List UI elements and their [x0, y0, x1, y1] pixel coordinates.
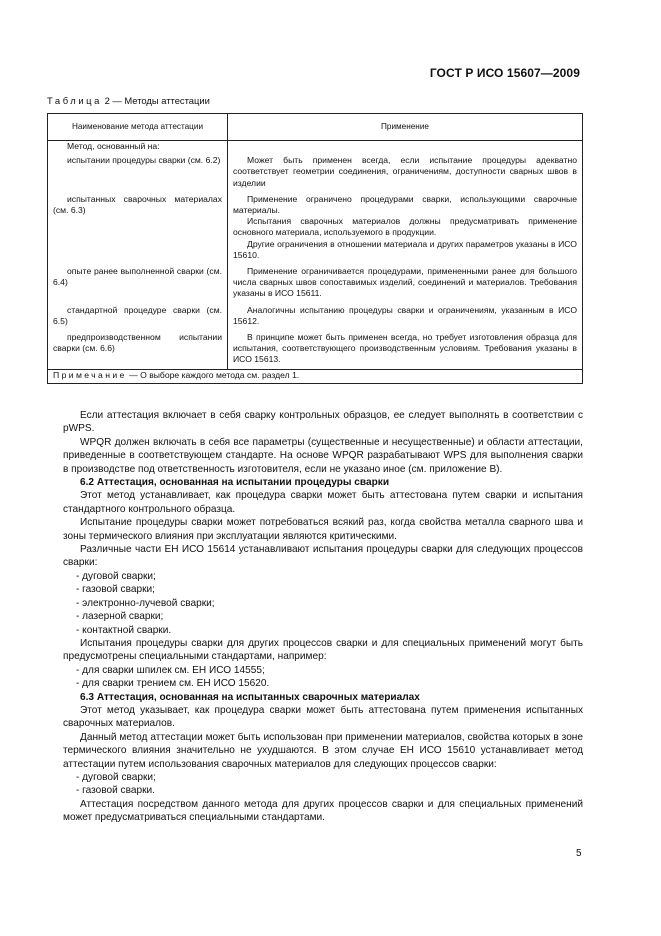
method-name: опыте ранее выполненной сварки (см. 6.4) [53, 266, 222, 288]
table-row-intro [48, 141, 583, 153]
paragraph: Этот метод указывает, как процедура сварки может быть аттестована путем применения испытанных сварочных материалов. [63, 704, 583, 730]
column-header-application: Применение [228, 114, 583, 141]
table-row [48, 194, 583, 266]
table-caption-label: Таблица [47, 95, 102, 106]
list-item: - контактной сварки. [76, 624, 172, 636]
list-item: - дуговой сварки; [76, 570, 156, 582]
paragraph: Испытания процедуры сварки для других процессов сварки и для специальных применений могут быть предусмотрены специальными стандартами, например: [63, 637, 583, 663]
body-text [63, 409, 583, 825]
section-heading-6-2: 6.2 Аттестация, основанная на испытании процедуры сварки [80, 477, 390, 489]
method-application: Испытания сварочных материалов должны предусматривать применение основного материала, используемого в продукции. [233, 216, 577, 238]
paragraph: Аттестация посредством данного метода для других процессов сварки и для специальных применений может предусматриваться специальными стандартами. [63, 798, 583, 824]
paragraph: Испытание процедуры сварки может потребоваться всякий раз, когда свойства металла сварного шва и зоны термического влияния при эксплуатации являются критическими. [63, 517, 583, 542]
list-item: - газовой сварки. [76, 785, 155, 797]
list-item: - электронно-лучевой сварки; [76, 597, 215, 609]
method-intro: Метод, основанный на: [67, 141, 160, 151]
paragraph: Этот метод устанавливает, как процедура сварки может быть аттестована путем сварки и испытания стандартного контрольного образца. [63, 490, 583, 515]
note-label: Примечание [53, 369, 127, 380]
method-application: Применение ограничивается процедурами, примененными ранее для большого числа сварных швов сопоставимых изделий, соединений и материалов. Требования указаны в ИСО 15611. [233, 266, 577, 299]
table-row [48, 152, 583, 194]
paragraph: Различные части ЕН ИСО 15614 устанавливают испытания процедуры сварки для следующих процессов сварки: [63, 544, 583, 569]
note-text: — О выборе каждого метода см. раздел 1. [126, 369, 300, 380]
paragraph: Если аттестация включает в себя сварку контрольных образцов, ее следует выполнять в соответствии с pWPS. [63, 410, 583, 435]
method-application: Другие ограничения в отношении материала и других параметров указаны в ИСО 15610. [233, 238, 577, 260]
document-code: ГОСТ Р ИСО 15607—2009 [429, 66, 580, 80]
table-caption-title: 2 — Методы аттестации [101, 95, 210, 106]
list-item: - дуговой сварки; [76, 771, 156, 783]
list-item: - для сварки шпилек см. ЕН ИСО 14555; [76, 664, 265, 676]
method-name: испытании процедуры сварки (см. 6.2) [67, 155, 221, 166]
table-note [48, 369, 583, 383]
method-name: стандартной процедуре сварки (см. 6.5) [53, 304, 222, 326]
list-item: - лазерной сварки; [76, 611, 164, 623]
method-application: Применение ограничено процедурами сварки, использующими сварочные материалы. [233, 193, 577, 216]
paragraph: Данный метод аттестации может быть использован при применении материалов, свойства которых в зоне термического влияния значительно не ухудшаются. В этом случае ЕН ИСО 15610 устанавливает метод аттестации путем использования сварочных материалов для следующих процессов сварки: [63, 731, 583, 770]
method-application: Аналогичны испытанию процедуры сварки и ограничениям, указанным в ИСО 15612. [233, 304, 577, 326]
method-application: Может быть применен всегда, если испытание процедуры адекватно соответствует геометрии соединения, ограничениям, доступности сварных швов в изделии [233, 155, 577, 188]
method-name: испытанных сварочных материалах (см. 6.3) [53, 193, 222, 216]
list-item: - для сварки трением см. ЕН ИСО 15620. [76, 678, 270, 690]
table-caption [47, 95, 210, 106]
method-name: предпроизводственном испытании сварки (см. 6.6) [53, 332, 222, 354]
table-row [48, 305, 583, 332]
table-header-row [48, 114, 583, 141]
table-row [48, 266, 583, 305]
methods-table [47, 113, 583, 384]
method-application: В принципе может быть применен всегда, но требует изготовления образца для испытания, соответствующего производственным условиям. Требования указаны в ИСО 15613. [233, 332, 577, 365]
section-heading-6-3: 6.3 Аттестация, основанная на испытанных сварочных материалах [80, 691, 420, 703]
list-item: - газовой сварки; [76, 584, 155, 596]
table-row [48, 332, 583, 369]
column-header-method: Наименование метода аттестации [48, 114, 228, 141]
paragraph: WPQR должен включать в себя все параметры (существенные и несущественные) и области аттестации, приведенные в соответствующем стандарте. На основе WPQR разрабатывают WPS для выполнения сварки в производстве под ответственность изготовителя, если не указано иное (см. приложение В). [63, 436, 583, 475]
table-note-row [48, 369, 583, 383]
page-number: 5 [576, 848, 582, 859]
